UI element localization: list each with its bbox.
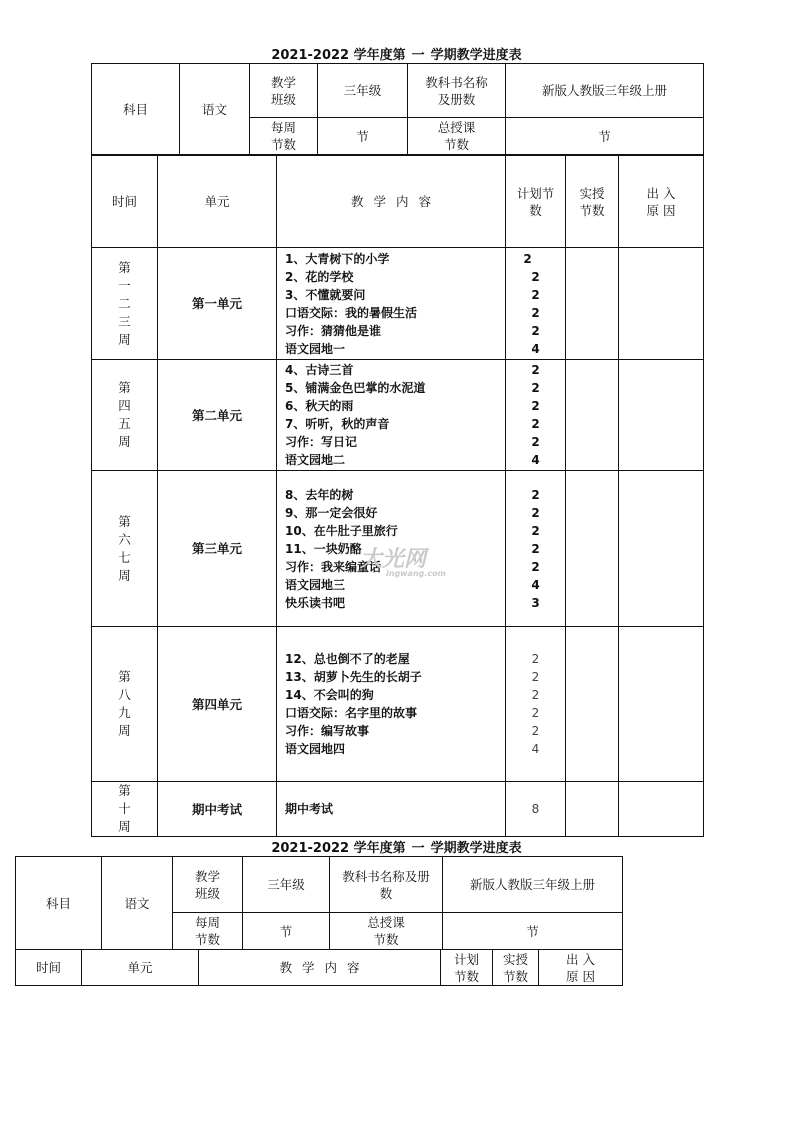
col-reason: 出 入 原 因 xyxy=(619,156,704,248)
textbook-label: 教科书名称及册数 xyxy=(330,857,443,913)
reason-cell xyxy=(619,782,704,837)
reason-cell xyxy=(619,471,704,627)
content-cell: 4、古诗三首 5、铺满金色巴掌的水泥道 6、秋天的雨 7、听听，秋的声音 习作：写日记 语文园地二 xyxy=(277,360,506,471)
total-value: 节 xyxy=(443,913,623,950)
total-label: 总授课节数 xyxy=(330,913,443,950)
weeks-cell: 第 四 五 周 xyxy=(92,360,158,471)
weekly-label: 每周节数 xyxy=(173,913,243,950)
table-row xyxy=(92,627,704,782)
title-suffix: 学期教学进度表 xyxy=(430,841,522,856)
class-label: 教学班级 xyxy=(250,64,318,118)
textbook-value: 新版人教版三年级上册 xyxy=(506,64,704,118)
grade-value: 三年级 xyxy=(318,64,408,118)
reason-cell xyxy=(619,627,704,782)
unit-cell: 第一单元 xyxy=(158,248,277,360)
watermark-logo: 大光网 ingwang.com xyxy=(360,547,446,578)
subject-value: 语文 xyxy=(102,857,173,950)
col-planned: 计划节数 xyxy=(441,950,493,986)
reason-cell xyxy=(619,248,704,360)
class-label: 教学班级 xyxy=(173,857,243,913)
actual-cell xyxy=(566,360,619,471)
total-label: 总授课节数 xyxy=(408,118,506,155)
weeks-cell: 第 一 二 三 周 xyxy=(92,248,158,360)
textbook-value: 新版人教版三年级上册 xyxy=(443,857,623,913)
table-row xyxy=(92,471,704,627)
title-suffix: 学期教学进度表 xyxy=(430,48,522,63)
col-actual: 实授节数 xyxy=(566,156,619,248)
weekly-value: 节 xyxy=(243,913,330,950)
content-cell: 12、总也倒不了的老屋 13、胡萝卜先生的长胡子 14、不会叫的狗 口语交际：名字里的故事 习作：编写故事 语文园地四 xyxy=(277,627,506,782)
planned-cell: 2 2 2 2 2 4 xyxy=(506,627,566,782)
subject-label: 科目 xyxy=(16,857,102,950)
weekly-label: 每周节数 xyxy=(250,118,318,155)
table-row xyxy=(92,248,704,360)
col-time: 时间 xyxy=(16,950,82,986)
col-reason: 出 入 原 因 xyxy=(539,950,623,986)
content-cell: 1、大青树下的小学 2、花的学校 3、不懂就要问 口语交际：我的暑假生活 习作：猜猜他是谁 语文园地一 xyxy=(277,248,506,360)
col-actual: 实授节数 xyxy=(493,950,539,986)
weeks-cell: 第 六 七 周 xyxy=(92,471,158,627)
planned-cell: 2 2 2 2 2 4 xyxy=(506,360,566,471)
grade-value: 三年级 xyxy=(243,857,330,913)
page-title-2 xyxy=(0,837,793,857)
page-title-1 xyxy=(0,44,793,64)
table-row xyxy=(92,782,704,837)
actual-cell xyxy=(566,471,619,627)
actual-cell xyxy=(566,782,619,837)
schedule-table-2 xyxy=(15,949,623,986)
subject-value: 语文 xyxy=(180,64,250,155)
actual-cell xyxy=(566,627,619,782)
unit-cell: 第三单元 xyxy=(158,471,277,627)
title-prefix: 2021-2022 学年度第 xyxy=(271,841,406,856)
table-row xyxy=(92,360,704,471)
planned-cell: 2 2 2 2 2 4 xyxy=(506,248,566,360)
header-table-2 xyxy=(15,856,623,950)
col-content: 教 学 内 容 xyxy=(277,156,506,248)
title-semester: 一 xyxy=(406,44,431,64)
weekly-value: 节 xyxy=(318,118,408,155)
unit-cell: 第四单元 xyxy=(158,627,277,782)
header-table-1 xyxy=(91,63,704,155)
content-cell: 期中考试 xyxy=(277,782,506,837)
textbook-label: 教科书名称及册数 xyxy=(408,64,506,118)
actual-cell xyxy=(566,248,619,360)
col-unit: 单元 xyxy=(158,156,277,248)
planned-cell: 8 xyxy=(506,782,566,837)
unit-cell: 第二单元 xyxy=(158,360,277,471)
reason-cell xyxy=(619,360,704,471)
subject-label: 科目 xyxy=(92,64,180,155)
schedule-table-1 xyxy=(91,155,704,837)
content-cell: 8、去年的树 9、那一定会很好 10、在牛肚子里旅行 11、一块奶酪 习作：我来编童话 语文园地三 快乐读书吧 xyxy=(277,471,506,627)
col-content: 教 学 内 容 xyxy=(199,950,441,986)
col-time: 时间 xyxy=(92,156,158,248)
weeks-cell: 第 十 周 xyxy=(92,782,158,837)
title-prefix: 2021-2022 学年度第 xyxy=(271,48,406,63)
planned-cell: 2 2 2 2 2 4 3 xyxy=(506,471,566,627)
unit-cell: 期中考试 xyxy=(158,782,277,837)
weeks-cell: 第 八 九 周 xyxy=(92,627,158,782)
total-value: 节 xyxy=(506,118,704,155)
title-semester: 一 xyxy=(406,837,431,857)
col-unit: 单元 xyxy=(82,950,199,986)
col-planned: 计划节数 xyxy=(506,156,566,248)
